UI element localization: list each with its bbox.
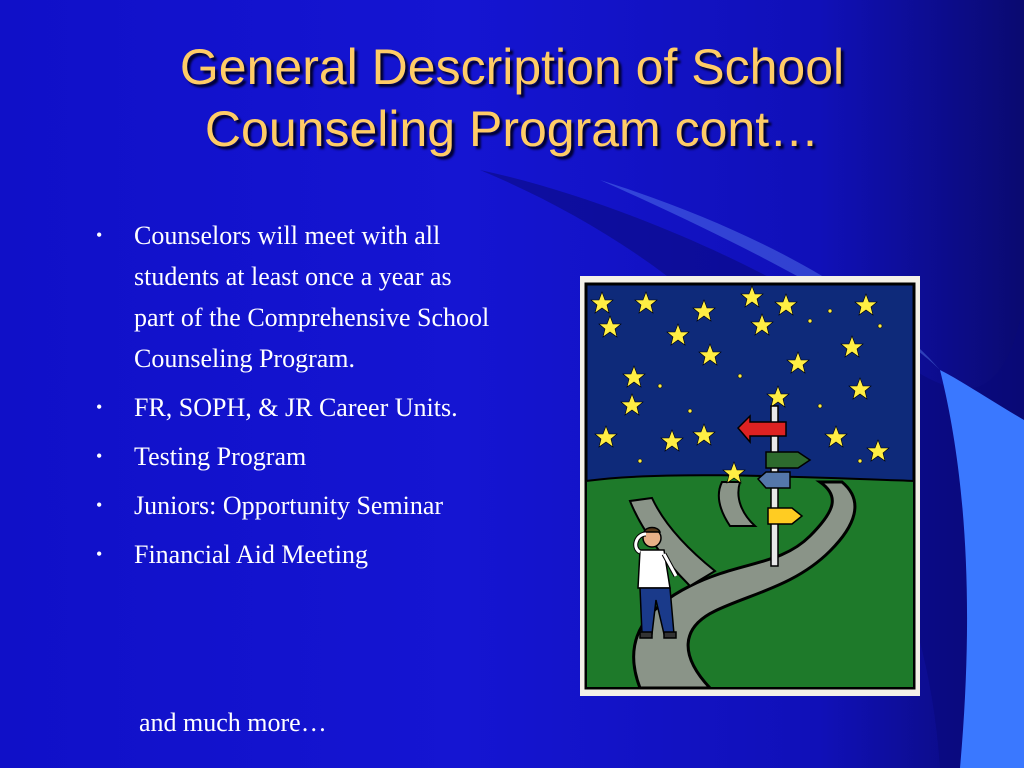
- bullet-text: Juniors: Opportunity Seminar: [134, 491, 444, 520]
- bullet-text: Testing Program: [134, 442, 307, 471]
- bullet-item: [96, 215, 496, 379]
- bullet-icon: •: [96, 446, 103, 466]
- title-line-1: General Description of School: [179, 39, 845, 95]
- bullet-icon: •: [96, 495, 103, 515]
- crossroads-signpost-illustration-icon: [580, 276, 920, 696]
- bullet-list: [96, 215, 496, 583]
- bullet-item: [96, 534, 496, 575]
- bullet-text: FR, SOPH, & JR Career Units.: [134, 393, 458, 422]
- bullet-item: [96, 485, 496, 526]
- bullet-icon: •: [96, 397, 103, 417]
- bullet-text: Counselors will meet with all students at least once a year as part of the Comprehensive School Counseling Program.: [134, 221, 490, 373]
- title-line-2: Counseling Program cont…: [204, 101, 820, 157]
- bullet-item: [96, 436, 496, 477]
- continuation-text: and much more…: [139, 708, 327, 737]
- bullet-text: Financial Aid Meeting: [134, 540, 368, 569]
- bullet-item: [96, 387, 496, 428]
- bullet-icon: •: [96, 225, 103, 245]
- slide-title: [40, 36, 984, 160]
- bullet-icon: •: [96, 544, 103, 564]
